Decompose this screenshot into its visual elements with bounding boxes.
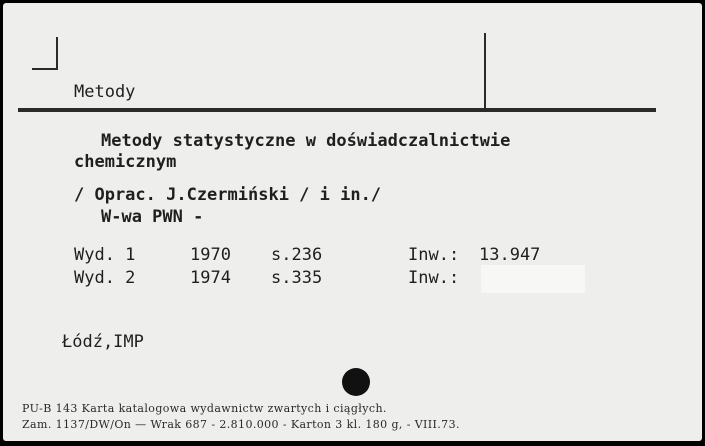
footer-print-line-1: PU-B 143 Karta katalogowa wydawnictw zwartych i ciągłych. [22, 402, 387, 415]
inventory-label: Inw.: [408, 268, 460, 288]
inventory-label: Inw.: [408, 245, 460, 265]
edition-label: Wyd. 1 [74, 245, 136, 265]
location-line: Łódź,IMP [62, 332, 144, 352]
footer-print-line-2: Zam. 1137/DW/On — Wrak 687 - 2.810.000 - Karton 3 kl. 180 g, - VIII.73. [22, 418, 460, 431]
edition-pages: s.335 [271, 268, 323, 288]
blank-label-patch [481, 265, 585, 293]
title-line-2: chemicznym [74, 152, 177, 172]
edition-year: 1970 [190, 245, 231, 265]
title-line-3: / Oprac. J.Czermiński / i in./ [74, 185, 382, 205]
edition-label: Wyd. 2 [74, 268, 136, 288]
header-rule [18, 108, 656, 112]
inventory-number: 13.947 [479, 245, 541, 265]
corner-mark [32, 37, 58, 70]
vertical-divider [484, 33, 486, 109]
edition-pages: s.236 [271, 245, 323, 265]
title-line-1: Metody statystyczne w doświadczalnictwie [101, 131, 511, 151]
card-heading: Metody [74, 82, 136, 102]
imprint-line: W-wa PWN - [101, 207, 204, 227]
punch-hole [342, 368, 370, 396]
edition-year: 1974 [190, 268, 231, 288]
catalog-card [3, 3, 702, 441]
